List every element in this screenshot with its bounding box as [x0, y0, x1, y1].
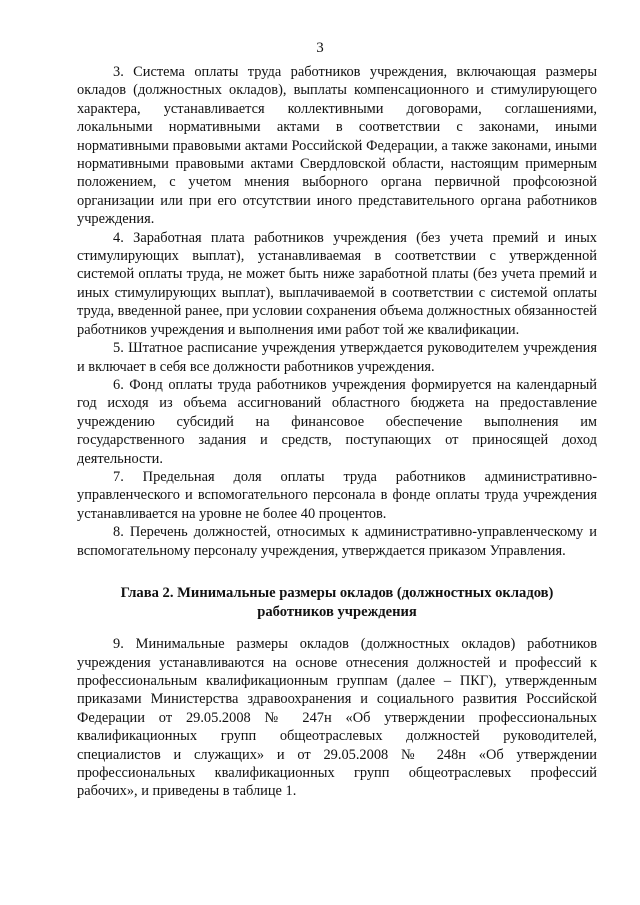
- paragraph-8: 8. Перечень должностей, относимых к административно-управленческому и вспомогательному персоналу учреждения, утверждается приказом Управления.: [77, 524, 597, 559]
- paragraph-9: 9. Минимальные размеры окладов (должностных окладов) работников учреждения устанавливаются на основе отнесения должностей и профессий к профессиональным квалификационным группам (далее – ПКГ), утвержденным приказами Министерства здравоохранения и социального развития Российской Федерации от 29.05.2008 № 247н «Об утверждении профессиональных квалификационных групп общеотраслевых должностей руководителей, специалистов и служащих» и от 29.05.2008 № 248н «Об утверждении профессиональных квалификационных групп общеотраслевых профессий рабочих», и приведены в таблице 1.: [77, 636, 597, 800]
- paragraph-7: 7. Предельная доля оплаты труда работников административно-управленческого и вспомогательного персонала в фонде оплаты труда учреждения устанавливается на уровне не более 40 процентов.: [77, 468, 597, 522]
- chapter-heading-line-2: работников учреждения: [257, 603, 417, 620]
- paragraph-6: 6. Фонд оплаты труда работников учреждения формируется на календарный год исходя из объема ассигнований областного бюджета на предоставление учреждению субсидий на финансовое обеспечение выполнения им государственного задания и средств, поступающих от приносящей доход деятельности.: [77, 376, 597, 467]
- chapter-heading: [77, 584, 597, 621]
- chapter-heading-line-1: Глава 2. Минимальные размеры окладов (должностных окладов): [120, 584, 554, 601]
- paragraph-5: 5. Штатное расписание учреждения утверждается руководителем учреждения и включает в себя все должности работников учреждения.: [77, 340, 597, 375]
- page-number: 3: [316, 40, 324, 56]
- paragraph-4: 4. Заработная плата работников учреждения (без учета премий и иных стимулирующих выплат), устанавливаемая в соответствии с утвержденной системой оплаты труда, не может быть ниже заработной платы (без учета премий и иных стимулирующих выплат), выплачиваемой в соответствии с системой оплаты труда, введенной ранее, при условии сохранения объема должностных обязанностей работников учреждения и выполнения ими работ той же квалификации.: [77, 229, 597, 338]
- paragraph-3: 3. Система оплаты труда работников учреждения, включающая размеры окладов (должностных окладов), выплаты компенсационного и стимулирующего характера, устанавливается коллективными договорами, соглашениями, локальными нормативными актами в соответствии с законами, иными нормативными правовыми актами Российской Федерации, а также законами, иными нормативными правовыми актами Свердловской области, настоящим примерным положением, с учетом мнения выборного органа первичной профсоюзной организации или при его отсутствии иного представительного органа работников учреждения.: [77, 64, 597, 228]
- document-body: [77, 63, 597, 801]
